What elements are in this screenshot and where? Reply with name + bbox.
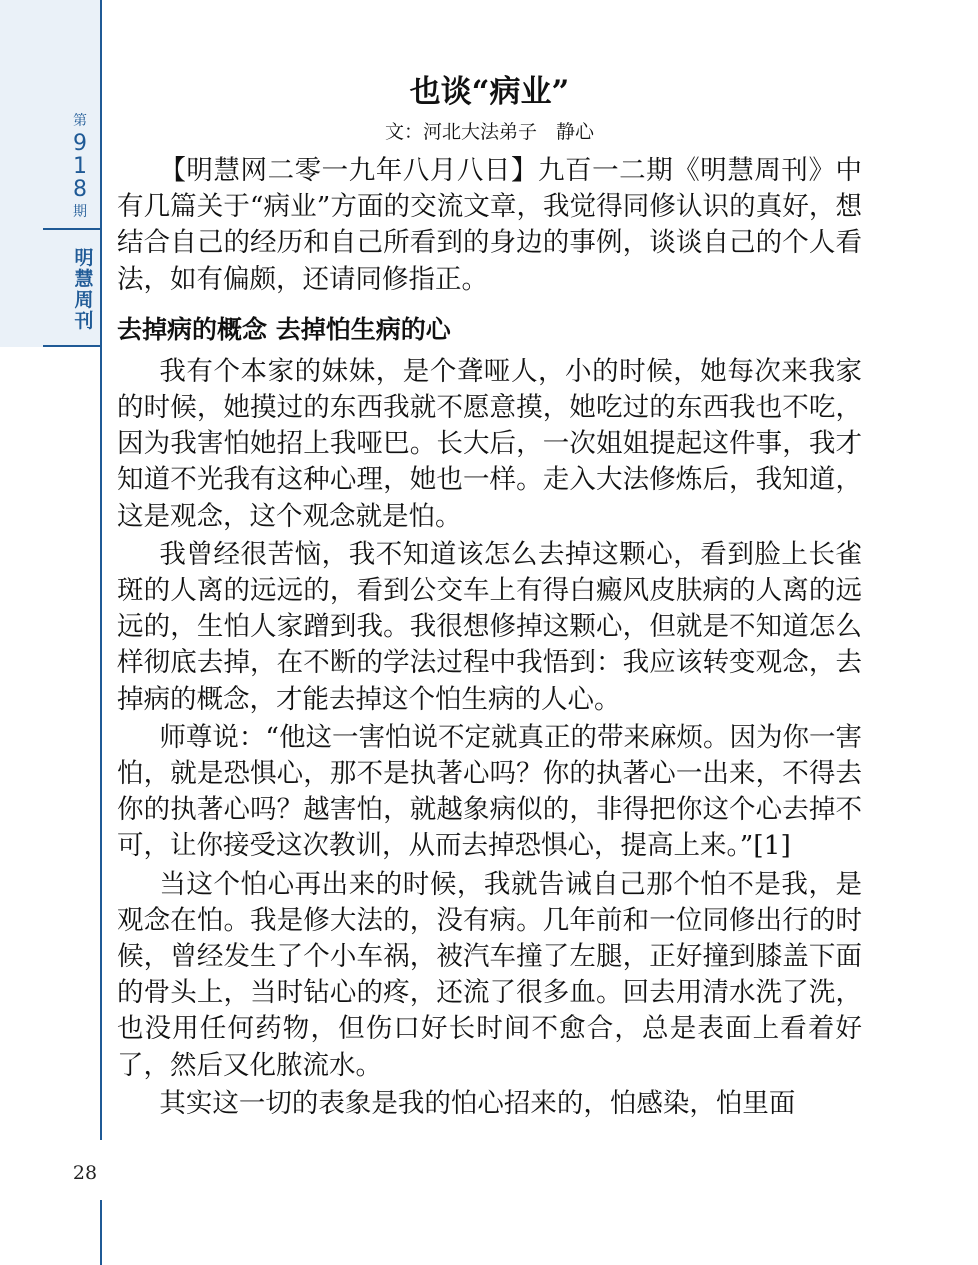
sidebar-divider [100,0,102,1140]
body-paragraph: 其实这一切的表象是我的怕心招来的，怕感染，怕里面 [159,1087,796,1119]
sidebar-rule-top [43,228,100,230]
page-number: 28 [72,1162,98,1184]
magazine-char: 刊 [74,310,94,332]
body-paragraph: 我有个本家的妹妹，是个聋哑人，小的时候，她每次来我家的时候，她摸过的东西我就不愿意摸，她吃过的东西我也不吃，因为我害怕她招上我哑巴。长大后，一次姐姐提起这件事，我才知道不光我有这种心理，她也一样。走入大法修炼后，我知道，这是观念，这个观念就是怕。 [117,355,862,532]
body-paragraph: 我曾经很苦恼，我不知道该怎么去掉这颗心，看到脸上长雀斑的人离的远远的，看到公交车上有得白癜风皮肤病的人离的远远的，生怕人家蹭到我。我很想修掉这颗心，但就是不知道怎么样彻底去掉，在不断的学法过程中我悟到：我应该转变观念，去掉病的概念，才能去掉这个怕生病的人心。 [117,538,862,715]
intro-paragraph: 【明慧网二零一九年八月八日】九百一二期《明慧周刊》中有几篇关于“病业”方面的交流文章，我觉得同修认识的真好，想结合自己的经历和自己所看到的身边的事例，谈谈自己的个人看法，如有偏颇，还请同修指正。 [117,155,862,295]
article-title: 也谈“病业” [409,74,570,110]
issue-suffix: 期 [73,204,87,220]
article-body [117,153,862,1122]
magazine-char: 明 [74,247,94,269]
magazine-char: 慧 [74,268,94,290]
section-heading: 去掉病的概念 去掉怕生病的心 [117,314,451,344]
sidebar-rule-bottom [43,345,100,347]
issue-number [60,110,100,223]
magazine-name [64,248,104,332]
issue-digit: 8 [73,177,87,202]
body-paragraph: 当这个怕心再出来的时候，我就告诫自己那个怕不是我，是观念在怕。我是修大法的，没有病。几年前和一位同修出行的时候，曾经发生了个小车祸，被汽车撞了左腿，正好撞到膝盖下面的骨头上，当时钻心的疼，还流了很多血。回去用清水洗了洗，也没用任何药物，但伤口好长时间不愈合，总是表面上看着好了，然后又化脓流水。 [117,868,862,1081]
issue-prefix: 第 [73,113,87,129]
issue-digit: 1 [73,154,87,179]
issue-digit: 9 [73,131,87,156]
magazine-char: 周 [74,289,94,311]
body-paragraph: 师尊说：“他这一害怕说不定就真正的带来麻烦。因为你一害怕，就是恐惧心，那不是执著心吗？你的执著心一出来，不得去你的执著心吗？越害怕，就越象病似的，非得把你这个心去掉不可，让你接受这次教训，从而去掉恐惧心，提高上来。”[1] [117,721,862,862]
sidebar-divider-lower [100,1200,102,1265]
article-byline: 文：河北大法弟子 静心 [384,121,594,143]
